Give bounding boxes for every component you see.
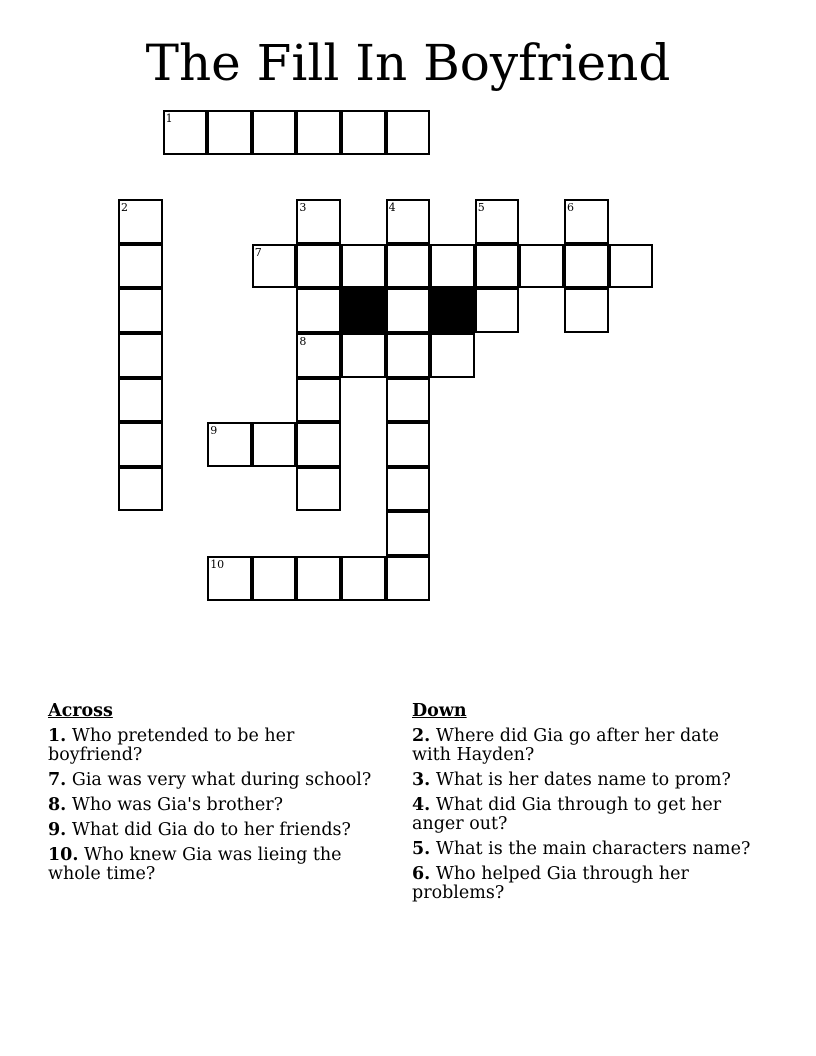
crossword-cell[interactable] [118,422,163,467]
clue-number: 7. [48,770,67,790]
clue-text: Who pretended to be her boyfriend? [48,726,295,765]
crossword-cell[interactable] [296,110,341,155]
clue-number: 3. [412,770,431,790]
crossword-cell[interactable] [564,288,609,333]
clue-text: Gia was very what during school? [66,770,372,790]
clue-number-label: 5 [477,201,485,215]
crossword-cell[interactable] [296,333,341,378]
crossword-cell[interactable] [252,244,297,289]
clue-text: What did Gia through to get her anger out? [412,795,722,834]
crossword-cell[interactable] [386,199,431,244]
clue-text: Who knew Gia was lieing the whole time? [48,845,342,884]
crossword-cell[interactable] [296,556,341,601]
clue-number-label: 6 [567,201,574,215]
crossword-cell[interactable] [386,422,431,467]
clue-text: Who helped Gia through her problems? [412,864,689,903]
crossword-cell[interactable] [475,199,520,244]
clue-number: 8. [48,795,67,815]
down-clue [412,865,752,903]
across-clue [48,821,388,840]
crossword-cell[interactable] [296,199,341,244]
clue-text: What is her dates name to prom? [430,770,731,790]
crossword-cell[interactable] [475,244,520,289]
clue-number-label: 8 [299,335,307,348]
crossword-cell[interactable] [386,511,431,556]
crossword-cell[interactable] [252,422,297,467]
crossword-cell[interactable] [118,288,163,333]
clue-number-label: 3 [299,201,307,215]
down-clues [412,702,752,909]
puzzle-title: The Fill In Boyfriend [145,34,671,92]
crossword-cell[interactable] [386,333,431,378]
black-square [430,288,475,333]
across-clue [48,727,388,765]
crossword-cell[interactable] [386,556,431,601]
clue-number-label: 4 [388,201,396,215]
crossword-cell[interactable] [207,422,252,467]
crossword-cell[interactable] [564,199,609,244]
crossword-cell[interactable] [341,333,386,378]
crossword-cell[interactable] [386,244,431,289]
clue-number: 6. [412,864,431,884]
black-square [341,288,386,333]
crossword-cell[interactable] [564,244,609,289]
clue-number-label: 9 [210,424,218,438]
crossword-cell[interactable] [341,244,386,289]
crossword-cell[interactable] [475,288,520,333]
crossword-cell[interactable] [296,467,341,512]
crossword-cell[interactable] [386,378,431,423]
crossword-cell[interactable] [118,244,163,289]
clue-number-label: 1 [165,112,173,125]
crossword-cell[interactable] [118,199,163,244]
down-clue [412,727,752,765]
clue-number: 9. [48,820,67,840]
across-clue [48,771,388,790]
crossword-cell[interactable] [430,333,475,378]
across-clues [48,702,388,890]
crossword-cell[interactable] [118,333,163,378]
crossword-cell[interactable] [163,110,208,155]
clue-text: What is the main characters name? [430,839,751,859]
crossword-cell[interactable] [118,467,163,512]
clue-number: 5. [412,839,431,859]
clue-number: 1. [48,726,67,746]
down-heading: Down [412,701,467,721]
crossword-cell[interactable] [296,288,341,333]
crossword-cell[interactable] [519,244,564,289]
clue-number-label: 7 [254,245,262,259]
down-clue [412,840,752,859]
clue-number: 4. [412,795,431,815]
crossword-cell[interactable] [252,110,297,155]
clue-number: 2. [412,726,431,746]
crossword-cell[interactable] [386,288,431,333]
crossword-cell[interactable] [341,556,386,601]
across-heading: Across [48,701,113,721]
crossword-cell[interactable] [341,110,386,155]
clue-number: 10. [48,845,79,865]
crossword-cell[interactable] [386,467,431,512]
clue-text: Where did Gia go after her date with Hayden? [412,726,719,765]
clue-number-label: 2 [121,201,128,215]
clue-text: Who was Gia's brother? [66,795,284,815]
crossword-cell[interactable] [296,378,341,423]
crossword-cell[interactable] [386,110,431,155]
crossword-cell[interactable] [207,110,252,155]
across-clue [48,796,388,815]
crossword-cell[interactable] [430,244,475,289]
down-clue [412,771,752,790]
crossword-cell[interactable] [207,556,252,601]
crossword-cell[interactable] [609,244,654,289]
clue-number-label: 10 [210,558,225,571]
crossword-cell[interactable] [296,244,341,289]
across-clue [48,846,388,884]
clue-text: What did Gia do to her friends? [66,820,351,840]
crossword-cell[interactable] [296,422,341,467]
crossword-cell[interactable] [252,556,297,601]
crossword-cell[interactable] [118,378,163,423]
down-clue [412,796,752,834]
